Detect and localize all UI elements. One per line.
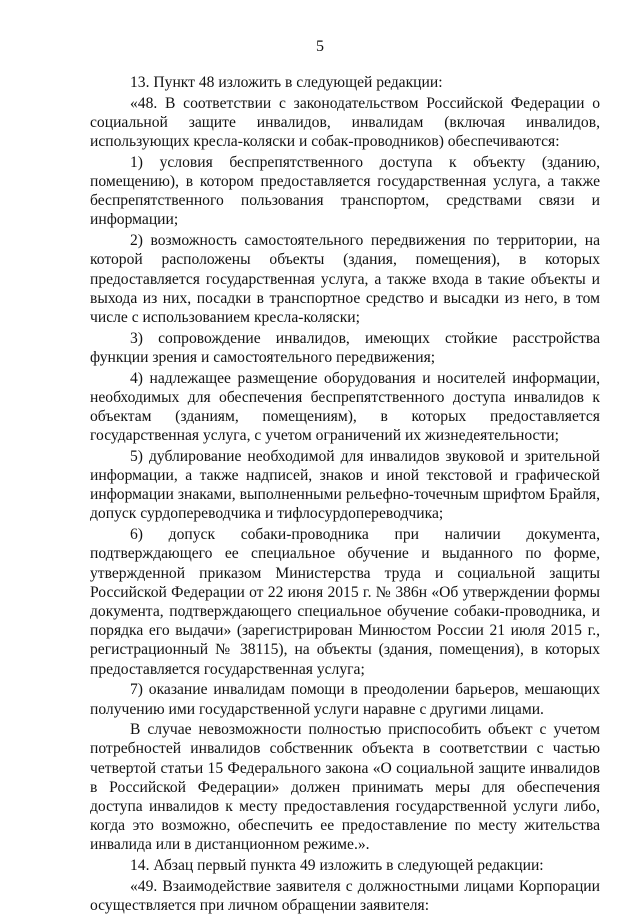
list-item-5: 5) дублирование необходимой для инвалидов звуковой и зрительной информации, а также надписей, знаков и иной текстовой и графической информации знаками, выполненными рельефно-точечным шрифтом Брайля, допуск сурдопереводчика и тифлосурдопереводчика; bbox=[90, 447, 600, 523]
list-item-3: 3) сопровождение инвалидов, имеющих стойкие расстройства функции зрения и самостоятельного передвижения; bbox=[90, 329, 600, 366]
page-number: 5 bbox=[316, 38, 324, 55]
list-item-1: 1) условия беспрепятственного доступа к объекту (зданию, помещению), в котором предоставляется государственная услуга, а также беспрепятственного пользования транспортом, средствами связи и информации; bbox=[90, 153, 600, 229]
list-item-4: 4) надлежащее размещение оборудования и носителей информации, необходимых для обеспечения беспрепятственного доступа инвалидов к объектам (зданиям, помещениям), в которых предоставляется государственная услуга, с учетом ограничений их жизнедеятельности; bbox=[90, 369, 600, 445]
list-item-2: 2) возможность самостоятельного передвижения по территории, на которой расположены объекты (здания, помещения), в которых предоставляется государственная услуга, а также входа в такие объекты и выхода из них, посадки в транспортное средство и высадки из него, в том числе с использованием кресла-коляски; bbox=[90, 232, 600, 326]
paragraph-point-49: «49. Взаимодействие заявителя с должностными лицами Корпорации осуществляется при личном обращении заявителя: bbox=[90, 877, 600, 915]
paragraph-item-13: 13. Пункт 48 изложить в следующей редакции: bbox=[130, 74, 443, 91]
list-item-7: 7) оказание инвалидам помощи в преодолении барьеров, мешающих получению ими государственной услуги наравне с другими лицами. bbox=[90, 681, 600, 718]
paragraph-item-14: 14. Абзац первый пункта 49 изложить в следующей редакции: bbox=[130, 857, 544, 875]
paragraph-point-48-intro: «48. В соответствии с законодательством Российской Федерации о социальной защите инвалидов, инвалидам (включая инвалидов, использующих кресла-коляски и собак-проводников) обеспечиваются: bbox=[90, 94, 600, 151]
document-body bbox=[90, 73, 600, 915]
list-item-6: 6) допуск собаки-проводника при наличии документа, подтверждающего ее специальное обучение и выданного по форме, утвержденной приказом Министерства труда и социальной защиты Российской Федерации от 22 июня 2015 г. № 386н «Об утверждении формы документа, подтверждающего специальное обучение собаки-проводника, и порядка его выдачи» (зарегистрирован Минюстом России 21 июля 2015 г., регистрационный № 38115), на объекты (здания, помещения), в которых предоставляется государственная услуга; bbox=[90, 526, 600, 678]
paragraph-impossibility-case: В случае невозможности полностью приспособить объект с учетом потребностей инвалидов собственник объекта в соответствии с частью четвертой статьи 15 Федерального закона «О социальной защите инвалидов в Российской Федерации» должен принимать меры для обеспечения доступа инвалидов к месту предоставления государственной услуги либо, когда это возможно, обеспечить ее предоставление по месту жительства инвалида или в дистанционном режиме.». bbox=[90, 721, 600, 854]
